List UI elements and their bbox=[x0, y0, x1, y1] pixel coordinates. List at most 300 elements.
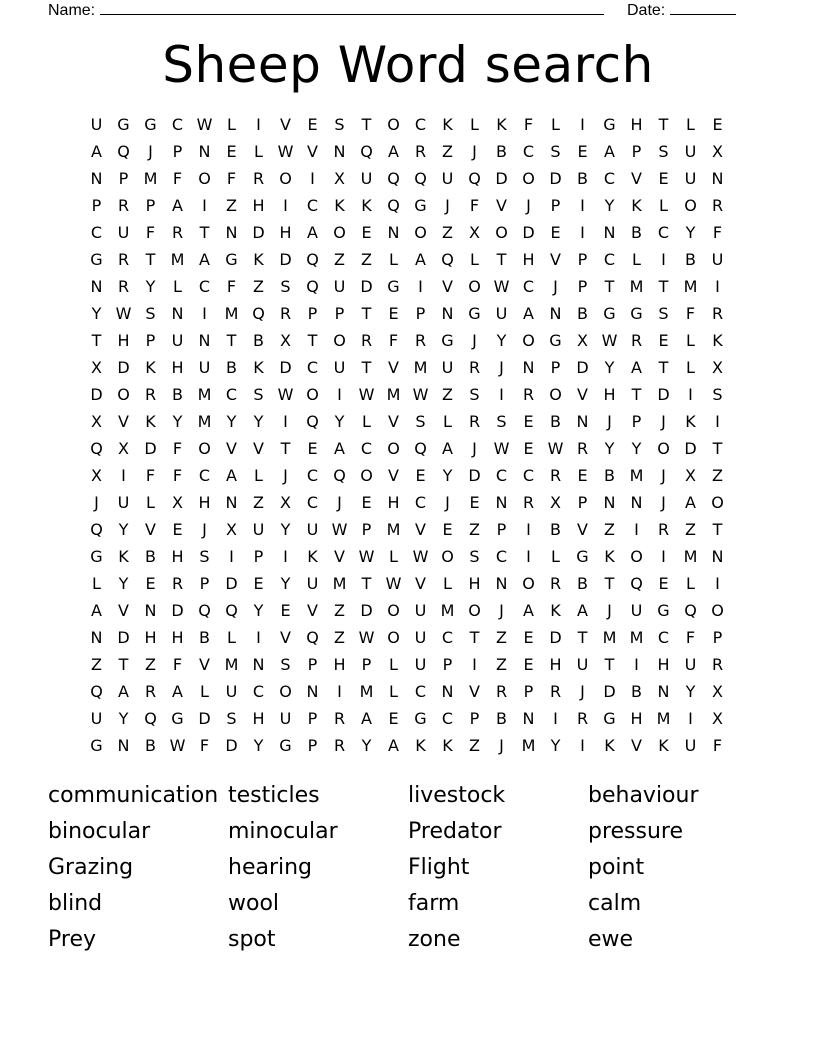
grid-letter[interactable]: O bbox=[711, 493, 724, 512]
grid-letter[interactable]: K bbox=[118, 547, 129, 566]
grid-letter[interactable]: T bbox=[658, 358, 669, 377]
grid-letter[interactable]: Z bbox=[334, 250, 345, 269]
grid-letter[interactable]: Q bbox=[333, 466, 346, 485]
grid-letter[interactable]: J bbox=[553, 277, 558, 296]
grid-letter[interactable]: M bbox=[629, 277, 644, 296]
grid-letter[interactable]: Z bbox=[442, 142, 453, 161]
grid-letter[interactable]: V bbox=[496, 196, 507, 215]
grid-letter[interactable]: Y bbox=[280, 574, 291, 593]
grid-letter[interactable]: D bbox=[171, 601, 184, 620]
grid-letter[interactable]: T bbox=[469, 628, 480, 647]
grid-letter[interactable]: B bbox=[577, 169, 588, 188]
grid-letter[interactable]: L bbox=[362, 412, 371, 431]
grid-letter[interactable]: V bbox=[415, 574, 426, 593]
grid-letter[interactable]: Q bbox=[414, 439, 427, 458]
grid-letter[interactable]: U bbox=[711, 250, 724, 269]
grid-letter[interactable]: N bbox=[90, 169, 103, 188]
grid-letter[interactable]: M bbox=[440, 601, 455, 620]
grid-letter[interactable]: O bbox=[279, 169, 292, 188]
grid-letter[interactable]: N bbox=[225, 223, 238, 242]
grid-letter[interactable]: E bbox=[388, 709, 399, 728]
grid-letter[interactable]: N bbox=[198, 142, 211, 161]
grid-letter[interactable]: R bbox=[468, 412, 481, 431]
grid-letter[interactable]: P bbox=[307, 736, 318, 755]
grid-letter[interactable]: W bbox=[358, 385, 375, 404]
grid-letter[interactable]: Q bbox=[387, 196, 400, 215]
grid-letter[interactable]: D bbox=[90, 385, 103, 404]
grid-letter[interactable]: V bbox=[145, 520, 156, 539]
grid-letter[interactable]: M bbox=[683, 547, 698, 566]
grid-letter[interactable]: P bbox=[577, 250, 588, 269]
grid-letter[interactable]: Y bbox=[280, 520, 291, 539]
grid-letter[interactable]: H bbox=[387, 493, 400, 512]
grid-letter[interactable]: M bbox=[629, 628, 644, 647]
grid-letter[interactable]: I bbox=[256, 115, 261, 134]
grid-letter[interactable]: Y bbox=[172, 412, 183, 431]
grid-letter[interactable]: R bbox=[711, 304, 724, 323]
grid-letter[interactable]: B bbox=[550, 412, 561, 431]
grid-letter[interactable]: H bbox=[171, 628, 184, 647]
grid-letter[interactable]: I bbox=[526, 547, 531, 566]
grid-letter[interactable]: O bbox=[549, 385, 562, 404]
grid-letter[interactable]: W bbox=[412, 385, 429, 404]
grid-letter[interactable]: Y bbox=[253, 601, 264, 620]
grid-letter[interactable]: N bbox=[576, 412, 589, 431]
grid-letter[interactable]: T bbox=[199, 223, 210, 242]
grid-letter[interactable]: K bbox=[631, 196, 642, 215]
grid-letter[interactable]: R bbox=[144, 682, 157, 701]
grid-letter[interactable]: I bbox=[499, 385, 504, 404]
grid-letter[interactable]: Q bbox=[90, 682, 103, 701]
grid-letter[interactable]: M bbox=[386, 520, 401, 539]
grid-letter[interactable]: T bbox=[712, 520, 723, 539]
grid-letter[interactable]: S bbox=[226, 709, 237, 728]
grid-letter[interactable]: M bbox=[332, 574, 347, 593]
grid-letter[interactable]: V bbox=[280, 115, 291, 134]
grid-letter[interactable]: C bbox=[522, 277, 535, 296]
grid-letter[interactable]: U bbox=[333, 358, 346, 377]
grid-letter[interactable]: B bbox=[172, 385, 183, 404]
grid-letter[interactable]: Y bbox=[550, 736, 561, 755]
grid-letter[interactable]: K bbox=[604, 547, 615, 566]
grid-letter[interactable]: X bbox=[469, 223, 480, 242]
grid-letter[interactable]: O bbox=[657, 439, 670, 458]
grid-letter[interactable]: X bbox=[91, 358, 102, 377]
grid-letter[interactable]: O bbox=[333, 331, 346, 350]
grid-letter[interactable]: X bbox=[172, 493, 183, 512]
grid-letter[interactable]: O bbox=[198, 439, 211, 458]
grid-letter[interactable]: K bbox=[685, 412, 696, 431]
grid-letter[interactable]: T bbox=[307, 331, 318, 350]
grid-letter[interactable]: Z bbox=[226, 196, 237, 215]
grid-letter[interactable]: O bbox=[441, 547, 454, 566]
grid-letter[interactable]: V bbox=[199, 655, 210, 674]
grid-letter[interactable]: B bbox=[145, 736, 156, 755]
grid-letter[interactable]: P bbox=[361, 655, 372, 674]
grid-letter[interactable]: N bbox=[603, 223, 616, 242]
grid-letter[interactable]: Q bbox=[90, 520, 103, 539]
grid-letter[interactable]: U bbox=[117, 493, 130, 512]
grid-letter[interactable]: T bbox=[604, 655, 615, 674]
grid-letter[interactable]: T bbox=[577, 628, 588, 647]
grid-letter[interactable]: O bbox=[387, 115, 400, 134]
grid-letter[interactable]: I bbox=[283, 547, 288, 566]
grid-letter[interactable]: F bbox=[226, 169, 237, 188]
grid-letter[interactable]: F bbox=[469, 196, 480, 215]
grid-letter[interactable]: A bbox=[685, 493, 696, 512]
grid-letter[interactable]: I bbox=[256, 628, 261, 647]
grid-letter[interactable]: I bbox=[283, 196, 288, 215]
grid-letter[interactable]: C bbox=[198, 466, 211, 485]
grid-letter[interactable]: D bbox=[549, 628, 562, 647]
grid-letter[interactable]: Z bbox=[496, 628, 507, 647]
grid-letter[interactable]: R bbox=[360, 331, 373, 350]
grid-letter[interactable]: M bbox=[197, 385, 212, 404]
grid-letter[interactable]: I bbox=[337, 682, 342, 701]
grid-letter[interactable]: D bbox=[603, 682, 616, 701]
grid-letter[interactable]: V bbox=[226, 439, 237, 458]
grid-letter[interactable]: V bbox=[577, 385, 588, 404]
grid-letter[interactable]: P bbox=[118, 169, 129, 188]
grid-letter[interactable]: S bbox=[712, 385, 723, 404]
grid-letter[interactable]: C bbox=[171, 115, 184, 134]
grid-letter[interactable]: V bbox=[334, 547, 345, 566]
grid-letter[interactable]: L bbox=[686, 331, 695, 350]
grid-letter[interactable]: U bbox=[630, 601, 643, 620]
grid-letter[interactable]: G bbox=[630, 304, 643, 323]
grid-letter[interactable]: R bbox=[117, 250, 130, 269]
grid-letter[interactable]: D bbox=[360, 601, 373, 620]
grid-letter[interactable]: J bbox=[337, 493, 342, 512]
grid-letter[interactable]: U bbox=[198, 358, 211, 377]
grid-letter[interactable]: L bbox=[443, 574, 452, 593]
grid-letter[interactable]: Y bbox=[253, 412, 264, 431]
grid-letter[interactable]: D bbox=[684, 439, 697, 458]
grid-letter[interactable]: P bbox=[550, 196, 561, 215]
grid-letter[interactable]: S bbox=[550, 142, 561, 161]
grid-letter[interactable]: O bbox=[522, 331, 535, 350]
grid-letter[interactable]: D bbox=[549, 169, 562, 188]
grid-letter[interactable]: I bbox=[337, 385, 342, 404]
grid-letter[interactable]: X bbox=[280, 493, 291, 512]
grid-letter[interactable]: T bbox=[280, 439, 291, 458]
grid-letter[interactable]: Q bbox=[198, 601, 211, 620]
grid-letter[interactable]: O bbox=[684, 196, 697, 215]
grid-letter[interactable]: O bbox=[495, 223, 508, 242]
grid-letter[interactable]: A bbox=[442, 439, 453, 458]
grid-letter[interactable]: B bbox=[496, 142, 507, 161]
grid-letter[interactable]: F bbox=[388, 331, 399, 350]
grid-letter[interactable]: Q bbox=[117, 142, 130, 161]
grid-letter[interactable]: G bbox=[279, 736, 292, 755]
grid-letter[interactable]: I bbox=[634, 655, 639, 674]
grid-letter[interactable]: C bbox=[522, 142, 535, 161]
grid-letter[interactable]: Y bbox=[334, 412, 345, 431]
grid-letter[interactable]: L bbox=[92, 574, 101, 593]
grid-letter[interactable]: Q bbox=[225, 601, 238, 620]
grid-letter[interactable]: A bbox=[631, 358, 642, 377]
grid-letter[interactable]: D bbox=[225, 574, 238, 593]
grid-letter[interactable]: H bbox=[144, 628, 157, 647]
grid-letter[interactable]: G bbox=[90, 736, 103, 755]
grid-letter[interactable]: B bbox=[496, 709, 507, 728]
grid-letter[interactable]: D bbox=[360, 277, 373, 296]
grid-letter[interactable]: G bbox=[117, 115, 130, 134]
grid-letter[interactable]: R bbox=[711, 655, 724, 674]
grid-letter[interactable]: C bbox=[252, 682, 265, 701]
grid-letter[interactable]: E bbox=[280, 601, 291, 620]
grid-letter[interactable]: K bbox=[442, 115, 453, 134]
grid-letter[interactable]: Z bbox=[604, 520, 615, 539]
grid-letter[interactable]: Q bbox=[360, 142, 373, 161]
grid-letter[interactable]: I bbox=[202, 196, 207, 215]
grid-letter[interactable]: L bbox=[470, 250, 479, 269]
grid-letter[interactable]: J bbox=[499, 736, 504, 755]
grid-letter[interactable]: U bbox=[441, 358, 454, 377]
grid-letter[interactable]: T bbox=[226, 331, 237, 350]
grid-letter[interactable]: B bbox=[604, 466, 615, 485]
grid-letter[interactable]: N bbox=[90, 277, 103, 296]
grid-letter[interactable]: T bbox=[604, 277, 615, 296]
grid-letter[interactable]: G bbox=[549, 331, 562, 350]
grid-letter[interactable]: R bbox=[171, 574, 184, 593]
grid-letter[interactable]: Q bbox=[468, 169, 481, 188]
grid-letter[interactable]: E bbox=[658, 331, 669, 350]
grid-letter[interactable]: M bbox=[521, 736, 536, 755]
grid-letter[interactable]: W bbox=[331, 520, 348, 539]
grid-letter[interactable]: N bbox=[90, 628, 103, 647]
grid-letter[interactable]: J bbox=[580, 682, 585, 701]
grid-letter[interactable]: M bbox=[170, 250, 185, 269]
grid-letter[interactable]: I bbox=[661, 250, 666, 269]
grid-letter[interactable]: B bbox=[550, 520, 561, 539]
grid-letter[interactable]: B bbox=[631, 223, 642, 242]
grid-letter[interactable]: Q bbox=[252, 304, 265, 323]
grid-letter[interactable]: R bbox=[711, 196, 724, 215]
grid-letter[interactable]: J bbox=[499, 358, 504, 377]
grid-letter[interactable]: I bbox=[121, 466, 126, 485]
grid-letter[interactable]: L bbox=[389, 547, 398, 566]
grid-letter[interactable]: K bbox=[145, 358, 156, 377]
grid-letter[interactable]: U bbox=[333, 277, 346, 296]
grid-letter[interactable]: O bbox=[468, 277, 481, 296]
grid-letter[interactable]: J bbox=[472, 142, 477, 161]
grid-letter[interactable]: U bbox=[360, 169, 373, 188]
grid-letter[interactable]: F bbox=[712, 223, 723, 242]
grid-letter[interactable]: L bbox=[254, 466, 263, 485]
grid-letter[interactable]: Y bbox=[253, 736, 264, 755]
grid-letter[interactable]: E bbox=[523, 412, 534, 431]
grid-letter[interactable]: P bbox=[469, 709, 480, 728]
grid-letter[interactable]: F bbox=[172, 439, 183, 458]
grid-letter[interactable]: L bbox=[470, 115, 479, 134]
grid-letter[interactable]: K bbox=[307, 547, 318, 566]
grid-letter[interactable]: C bbox=[198, 277, 211, 296]
grid-letter[interactable]: G bbox=[90, 250, 103, 269]
grid-letter[interactable]: O bbox=[387, 628, 400, 647]
grid-letter[interactable]: B bbox=[199, 628, 210, 647]
grid-letter[interactable]: M bbox=[197, 412, 212, 431]
grid-letter[interactable]: L bbox=[632, 250, 641, 269]
grid-letter[interactable]: Y bbox=[631, 439, 642, 458]
grid-letter[interactable]: E bbox=[361, 493, 372, 512]
grid-letter[interactable]: S bbox=[496, 412, 507, 431]
grid-letter[interactable]: Z bbox=[469, 736, 480, 755]
grid-letter[interactable]: X bbox=[712, 709, 723, 728]
grid-letter[interactable]: S bbox=[145, 304, 156, 323]
grid-letter[interactable]: Y bbox=[118, 709, 129, 728]
grid-letter[interactable]: T bbox=[658, 277, 669, 296]
grid-letter[interactable]: Z bbox=[496, 655, 507, 674]
grid-letter[interactable]: U bbox=[684, 169, 697, 188]
grid-letter[interactable]: G bbox=[90, 547, 103, 566]
grid-letter[interactable]: E bbox=[361, 223, 372, 242]
grid-letter[interactable]: E bbox=[172, 520, 183, 539]
grid-letter[interactable]: G bbox=[603, 304, 616, 323]
grid-letter[interactable]: O bbox=[630, 547, 643, 566]
grid-letter[interactable]: W bbox=[601, 331, 618, 350]
grid-letter[interactable]: F bbox=[172, 655, 183, 674]
grid-letter[interactable]: R bbox=[522, 493, 535, 512]
grid-letter[interactable]: T bbox=[361, 115, 372, 134]
grid-letter[interactable]: A bbox=[577, 601, 588, 620]
grid-letter[interactable]: I bbox=[580, 115, 585, 134]
grid-letter[interactable]: G bbox=[603, 709, 616, 728]
grid-letter[interactable]: C bbox=[495, 547, 508, 566]
grid-letter[interactable]: C bbox=[657, 628, 670, 647]
grid-letter[interactable]: C bbox=[414, 493, 427, 512]
grid-letter[interactable]: C bbox=[603, 250, 616, 269]
grid-letter[interactable]: X bbox=[685, 466, 696, 485]
grid-letter[interactable]: Z bbox=[334, 601, 345, 620]
grid-letter[interactable]: Y bbox=[226, 412, 237, 431]
grid-letter[interactable]: N bbox=[549, 304, 562, 323]
grid-letter[interactable]: E bbox=[577, 466, 588, 485]
grid-letter[interactable]: Y bbox=[118, 574, 129, 593]
grid-letter[interactable]: N bbox=[603, 493, 616, 512]
grid-letter[interactable]: Y bbox=[685, 682, 696, 701]
grid-letter[interactable]: D bbox=[117, 628, 130, 647]
name-blank-line[interactable] bbox=[100, 0, 604, 15]
grid-letter[interactable]: V bbox=[118, 412, 129, 431]
grid-letter[interactable]: A bbox=[226, 466, 237, 485]
grid-letter[interactable]: Q bbox=[414, 169, 427, 188]
grid-letter[interactable]: A bbox=[172, 682, 183, 701]
grid-letter[interactable]: I bbox=[418, 277, 423, 296]
grid-letter[interactable]: X bbox=[550, 493, 561, 512]
grid-letter[interactable]: K bbox=[361, 196, 372, 215]
grid-letter[interactable]: U bbox=[117, 223, 130, 242]
grid-letter[interactable]: Q bbox=[306, 250, 319, 269]
grid-letter[interactable]: G bbox=[414, 196, 427, 215]
grid-letter[interactable]: E bbox=[253, 574, 264, 593]
grid-letter[interactable]: U bbox=[441, 169, 454, 188]
grid-letter[interactable]: A bbox=[91, 142, 102, 161]
grid-letter[interactable]: Q bbox=[306, 277, 319, 296]
grid-letter[interactable]: P bbox=[577, 493, 588, 512]
grid-letter[interactable]: I bbox=[580, 223, 585, 242]
grid-letter[interactable]: E bbox=[415, 466, 426, 485]
grid-letter[interactable]: D bbox=[468, 466, 481, 485]
grid-letter[interactable]: I bbox=[715, 574, 720, 593]
grid-letter[interactable]: Z bbox=[712, 466, 723, 485]
grid-letter[interactable]: B bbox=[685, 250, 696, 269]
grid-letter[interactable]: V bbox=[442, 277, 453, 296]
grid-letter[interactable]: N bbox=[630, 493, 643, 512]
grid-letter[interactable]: C bbox=[657, 223, 670, 242]
grid-letter[interactable]: A bbox=[523, 304, 534, 323]
grid-letter[interactable]: N bbox=[387, 223, 400, 242]
grid-letter[interactable]: Y bbox=[685, 223, 696, 242]
grid-letter[interactable]: C bbox=[441, 628, 454, 647]
grid-letter[interactable]: Y bbox=[604, 196, 615, 215]
grid-letter[interactable]: I bbox=[688, 709, 693, 728]
grid-letter[interactable]: B bbox=[226, 358, 237, 377]
grid-letter[interactable]: W bbox=[412, 547, 429, 566]
grid-letter[interactable]: E bbox=[523, 628, 534, 647]
grid-letter[interactable]: U bbox=[414, 601, 427, 620]
grid-letter[interactable]: R bbox=[117, 196, 130, 215]
grid-letter[interactable]: A bbox=[199, 250, 210, 269]
grid-letter[interactable]: O bbox=[387, 601, 400, 620]
grid-letter[interactable]: T bbox=[658, 115, 669, 134]
grid-letter[interactable]: O bbox=[360, 466, 373, 485]
grid-letter[interactable]: J bbox=[661, 412, 666, 431]
grid-letter[interactable]: K bbox=[442, 736, 453, 755]
grid-letter[interactable]: V bbox=[577, 520, 588, 539]
grid-letter[interactable]: D bbox=[225, 736, 238, 755]
grid-letter[interactable]: B bbox=[253, 331, 264, 350]
grid-letter[interactable]: P bbox=[361, 520, 372, 539]
grid-letter[interactable]: I bbox=[553, 709, 558, 728]
grid-letter[interactable]: P bbox=[307, 709, 318, 728]
grid-letter[interactable]: N bbox=[171, 304, 184, 323]
grid-letter[interactable]: C bbox=[306, 358, 319, 377]
grid-letter[interactable]: J bbox=[202, 520, 207, 539]
grid-letter[interactable]: A bbox=[91, 601, 102, 620]
grid-letter[interactable]: X bbox=[118, 439, 129, 458]
grid-letter[interactable]: E bbox=[226, 142, 237, 161]
grid-letter[interactable]: P bbox=[145, 331, 156, 350]
grid-letter[interactable]: T bbox=[361, 574, 372, 593]
grid-letter[interactable]: N bbox=[252, 655, 265, 674]
grid-letter[interactable]: T bbox=[496, 250, 507, 269]
grid-letter[interactable]: O bbox=[522, 574, 535, 593]
grid-letter[interactable]: R bbox=[549, 682, 562, 701]
grid-letter[interactable]: U bbox=[306, 574, 319, 593]
grid-letter[interactable]: Z bbox=[685, 520, 696, 539]
grid-letter[interactable]: U bbox=[576, 655, 589, 674]
grid-letter[interactable]: E bbox=[658, 574, 669, 593]
grid-letter[interactable]: X bbox=[91, 466, 102, 485]
grid-letter[interactable]: G bbox=[576, 547, 589, 566]
grid-letter[interactable]: M bbox=[224, 655, 239, 674]
grid-letter[interactable]: Y bbox=[118, 520, 129, 539]
grid-letter[interactable]: J bbox=[499, 601, 504, 620]
grid-letter[interactable]: L bbox=[551, 115, 560, 134]
grid-letter[interactable]: V bbox=[631, 736, 642, 755]
grid-letter[interactable]: E bbox=[523, 439, 534, 458]
grid-letter[interactable]: R bbox=[144, 385, 157, 404]
grid-letter[interactable]: K bbox=[145, 412, 156, 431]
grid-letter[interactable]: E bbox=[712, 115, 723, 134]
grid-letter[interactable]: H bbox=[117, 331, 130, 350]
grid-letter[interactable]: I bbox=[661, 547, 666, 566]
grid-letter[interactable]: E bbox=[577, 142, 588, 161]
grid-letter[interactable]: A bbox=[388, 736, 399, 755]
grid-letter[interactable]: T bbox=[361, 304, 372, 323]
grid-letter[interactable]: P bbox=[631, 412, 642, 431]
